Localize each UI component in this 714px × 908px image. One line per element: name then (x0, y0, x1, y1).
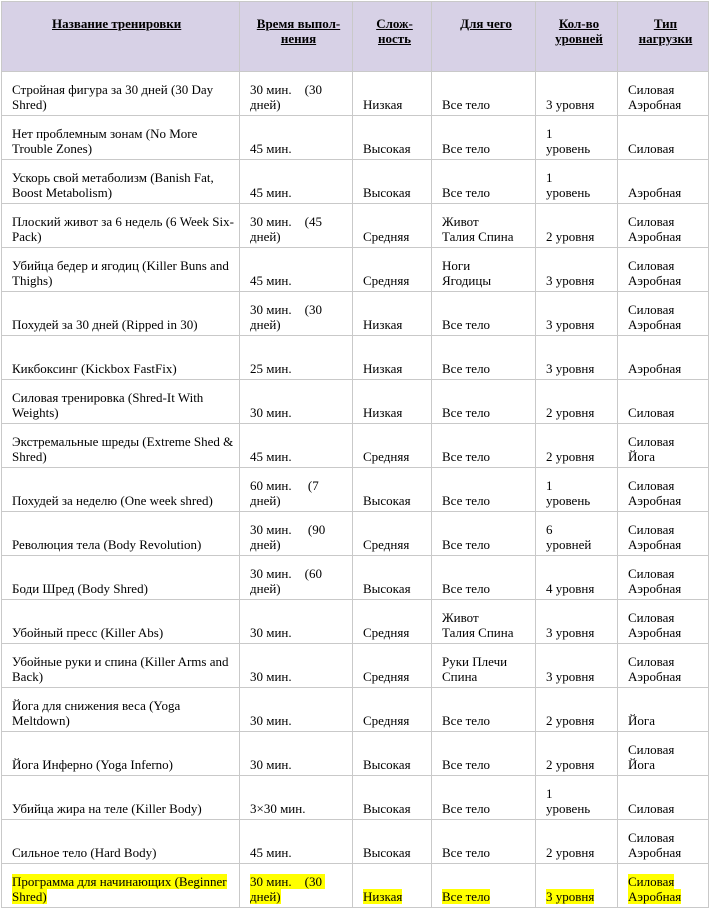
cell-type (618, 864, 709, 908)
cell-levels (536, 248, 618, 292)
header-levels: Кол-во уровней (536, 2, 618, 72)
cell-text: 3 уровня (546, 317, 595, 332)
cell-text: Средняя (363, 713, 410, 728)
cell-text: Живот Талия Спина (442, 610, 514, 640)
cell-name (2, 600, 240, 644)
cell-text: Плоский живот за 6 недель (6 Week Six-Pack) (12, 214, 234, 244)
cell-type (618, 424, 709, 468)
cell-target (432, 732, 536, 776)
cell-text: 30 мин. (60 дней) (250, 566, 326, 596)
cell-text: Высокая (363, 845, 411, 860)
cell-text: Стройная фигура за 30 дней (30 Day Shred) (12, 82, 214, 112)
cell-text: Силовая Аэробная (628, 478, 682, 508)
cell-name (2, 864, 240, 908)
cell-levels (536, 468, 618, 512)
cell-target (432, 556, 536, 600)
cell-text: Все тело (442, 493, 491, 508)
cell-difficulty (353, 644, 432, 688)
table-row (2, 732, 709, 776)
cell-text: 25 мин. (250, 361, 292, 376)
table-row (2, 204, 709, 248)
cell-difficulty (353, 292, 432, 336)
cell-text: 45 мин. (250, 449, 292, 464)
cell-levels (536, 424, 618, 468)
cell-time (240, 820, 353, 864)
cell-text: Ноги Ягодицы (442, 258, 492, 288)
cell-text: Экстремальные шреды (Extreme Shed & Shred) (12, 434, 234, 464)
cell-text: 1 уровень (546, 786, 591, 816)
cell-text: Похудей за 30 дней (Ripped in 30) (12, 317, 198, 332)
cell-text: Убойные руки и спина (Killer Arms and Back) (12, 654, 229, 684)
header-target: Для чего (432, 2, 536, 72)
cell-time (240, 160, 353, 204)
table-row (2, 292, 709, 336)
cell-levels (536, 864, 618, 908)
cell-target (432, 160, 536, 204)
table-row (2, 512, 709, 556)
cell-type (618, 72, 709, 116)
cell-difficulty (353, 160, 432, 204)
cell-text: Убойный пресс (Killer Abs) (12, 625, 164, 640)
cell-difficulty (353, 424, 432, 468)
cell-levels (536, 160, 618, 204)
cell-difficulty (353, 512, 432, 556)
cell-text: 30 мин. (250, 405, 292, 420)
cell-text: 3 уровня (546, 273, 595, 288)
cell-target (432, 820, 536, 864)
cell-text: Низкая (363, 889, 403, 904)
cell-text: Революция тела (Body Revolution) (12, 537, 202, 552)
cell-target (432, 644, 536, 688)
cell-text: 2 уровня (546, 229, 595, 244)
cell-text: Все тело (442, 757, 491, 772)
cell-text: Низкая (363, 317, 403, 332)
cell-text: 2 уровня (546, 405, 595, 420)
cell-text: 45 мин. (250, 845, 292, 860)
cell-text: Низкая (363, 97, 403, 112)
table-row (2, 776, 709, 820)
cell-levels (536, 380, 618, 424)
cell-name (2, 776, 240, 820)
cell-difficulty (353, 600, 432, 644)
cell-text: Убийца жира на теле (Killer Body) (12, 801, 202, 816)
cell-difficulty (353, 776, 432, 820)
cell-time (240, 204, 353, 248)
cell-time (240, 380, 353, 424)
cell-difficulty (353, 820, 432, 864)
table-row (2, 248, 709, 292)
header-time: Время выпол- нения (240, 2, 353, 72)
cell-difficulty (353, 116, 432, 160)
cell-text: Силовая Аэробная (628, 522, 682, 552)
cell-text: 4 уровня (546, 581, 595, 596)
table-row (2, 380, 709, 424)
cell-text: Все тело (442, 581, 491, 596)
cell-time (240, 512, 353, 556)
cell-text: Низкая (363, 405, 403, 420)
cell-type (618, 556, 709, 600)
cell-text: Кикбоксинг (Kickbox FastFix) (12, 361, 177, 376)
cell-target (432, 248, 536, 292)
cell-target (432, 380, 536, 424)
cell-text: 2 уровня (546, 845, 595, 860)
cell-levels (536, 512, 618, 556)
cell-time (240, 248, 353, 292)
cell-text: Все тело (442, 889, 491, 904)
cell-text: 30 мин. (45 дней) (250, 214, 326, 244)
cell-text: Силовая Аэробная (628, 214, 682, 244)
header-type: Тип нагрузки (618, 2, 709, 72)
cell-name (2, 292, 240, 336)
cell-text: 6 уровней (546, 522, 592, 552)
table-row (2, 600, 709, 644)
cell-text: 1 уровень (546, 478, 591, 508)
cell-text: Сильное тело (Hard Body) (12, 845, 157, 860)
cell-text: 1 уровень (546, 170, 591, 200)
header-row (2, 2, 709, 72)
cell-text: 30 мин. (250, 713, 292, 728)
cell-name (2, 336, 240, 380)
cell-type (618, 160, 709, 204)
cell-text: Программа для начинающих (Beginner Shred) (12, 874, 227, 904)
cell-text: Силовая Аэробная (628, 874, 682, 904)
cell-target (432, 424, 536, 468)
cell-levels (536, 72, 618, 116)
cell-text: Низкая (363, 361, 403, 376)
cell-type (618, 380, 709, 424)
cell-text: 30 мин. (30 дней) (250, 302, 326, 332)
cell-levels (536, 292, 618, 336)
table-row (2, 644, 709, 688)
cell-text: Йога Инферно (Yoga Inferno) (12, 757, 174, 772)
cell-time (240, 732, 353, 776)
cell-text: Ускорь свой метаболизм (Banish Fat, Boost Metabolism) (12, 170, 214, 200)
header-difficulty: Слож-ность (353, 2, 432, 72)
table-row (2, 72, 709, 116)
cell-time (240, 688, 353, 732)
cell-text: Нет проблемным зонам (No More Trouble Zones) (12, 126, 198, 156)
cell-text: Все тело (442, 449, 491, 464)
cell-type (618, 204, 709, 248)
cell-difficulty (353, 732, 432, 776)
cell-difficulty (353, 688, 432, 732)
cell-text: 3×30 мин. (250, 801, 306, 816)
cell-difficulty (353, 204, 432, 248)
cell-text: 30 мин. (30 дней) (250, 82, 326, 112)
cell-time (240, 864, 353, 908)
cell-difficulty (353, 556, 432, 600)
cell-text: Силовая Аэробная (628, 258, 682, 288)
cell-name (2, 644, 240, 688)
cell-text: Аэробная (628, 361, 682, 376)
cell-type (618, 248, 709, 292)
cell-type (618, 468, 709, 512)
cell-text: 30 мин. (250, 625, 292, 640)
cell-time (240, 600, 353, 644)
cell-text: Боди Шред (Body Shred) (12, 581, 148, 596)
cell-text: 60 мин. (7 дней) (250, 478, 322, 508)
cell-text: Средняя (363, 625, 410, 640)
cell-difficulty (353, 72, 432, 116)
cell-type (618, 732, 709, 776)
cell-text: Все тело (442, 141, 491, 156)
cell-levels (536, 116, 618, 160)
table-row (2, 160, 709, 204)
cell-text: 1 уровень (546, 126, 591, 156)
cell-text: Все тело (442, 97, 491, 112)
cell-levels (536, 204, 618, 248)
workout-table (1, 1, 709, 908)
cell-name (2, 512, 240, 556)
table-row (2, 688, 709, 732)
cell-text: 30 мин. (250, 757, 292, 772)
cell-text: 2 уровня (546, 757, 595, 772)
cell-text: Средняя (363, 273, 410, 288)
cell-text: Убийца бедер и ягодиц (Killer Buns and Thighs) (12, 258, 229, 288)
cell-text: 3 уровня (546, 361, 595, 376)
cell-time (240, 336, 353, 380)
cell-text: 30 мин. (30 дней) (250, 874, 326, 904)
cell-text: Силовая тренировка (Shred-It With Weights) (12, 390, 204, 420)
cell-target (432, 776, 536, 820)
cell-difficulty (353, 468, 432, 512)
cell-text: Живот Талия Спина (442, 214, 514, 244)
cell-levels (536, 556, 618, 600)
cell-text: Йога (628, 713, 655, 728)
cell-text: Силовая Аэробная (628, 830, 682, 860)
cell-text: Все тело (442, 361, 491, 376)
table-row (2, 820, 709, 864)
cell-levels (536, 776, 618, 820)
cell-text: Все тело (442, 405, 491, 420)
cell-name (2, 732, 240, 776)
cell-text: Высокая (363, 757, 411, 772)
cell-name (2, 380, 240, 424)
cell-time (240, 776, 353, 820)
cell-type (618, 776, 709, 820)
cell-text: Высокая (363, 185, 411, 200)
cell-name (2, 204, 240, 248)
cell-text: 45 мин. (250, 273, 292, 288)
cell-text: Руки Плечи Спина (442, 654, 508, 684)
cell-time (240, 468, 353, 512)
cell-type (618, 600, 709, 644)
cell-text: 3 уровня (546, 97, 595, 112)
table-row (2, 336, 709, 380)
cell-text: 30 мин. (250, 669, 292, 684)
cell-text: Средняя (363, 449, 410, 464)
cell-levels (536, 820, 618, 864)
cell-levels (536, 732, 618, 776)
cell-text: Высокая (363, 141, 411, 156)
cell-text: 45 мин. (250, 141, 292, 156)
cell-difficulty (353, 864, 432, 908)
cell-text: Средняя (363, 669, 410, 684)
cell-text: Силовая Аэробная (628, 566, 682, 596)
cell-type (618, 336, 709, 380)
cell-text: Силовая Йога (628, 742, 675, 772)
cell-text: Все тело (442, 801, 491, 816)
cell-text: Силовая Йога (628, 434, 675, 464)
cell-type (618, 292, 709, 336)
cell-text: Все тело (442, 317, 491, 332)
cell-time (240, 556, 353, 600)
table-row (2, 424, 709, 468)
cell-text: Силовая Аэробная (628, 654, 682, 684)
cell-target (432, 336, 536, 380)
table-row (2, 116, 709, 160)
cell-target (432, 688, 536, 732)
cell-name (2, 72, 240, 116)
cell-target (432, 468, 536, 512)
cell-time (240, 644, 353, 688)
cell-name (2, 820, 240, 864)
cell-text: 30 мин. (90 дней) (250, 522, 329, 552)
cell-target (432, 600, 536, 644)
cell-type (618, 116, 709, 160)
cell-text: Высокая (363, 581, 411, 596)
cell-text: Силовая (628, 405, 675, 420)
cell-text: 45 мин. (250, 185, 292, 200)
cell-type (618, 644, 709, 688)
cell-name (2, 688, 240, 732)
cell-text: Похудей за неделю (One week shred) (12, 493, 213, 508)
cell-levels (536, 600, 618, 644)
cell-text: Силовая (628, 801, 675, 816)
cell-name (2, 556, 240, 600)
cell-text: Все тело (442, 185, 491, 200)
cell-name (2, 424, 240, 468)
cell-text: 3 уровня (546, 889, 595, 904)
cell-name (2, 248, 240, 292)
table-row (2, 864, 709, 908)
cell-text: Силовая Аэробная (628, 610, 682, 640)
header-name: Название тренировки (2, 2, 240, 72)
cell-name (2, 116, 240, 160)
cell-target (432, 864, 536, 908)
table-row (2, 468, 709, 512)
cell-name (2, 468, 240, 512)
cell-text: Средняя (363, 537, 410, 552)
cell-time (240, 292, 353, 336)
cell-text: 3 уровня (546, 625, 595, 640)
cell-text: Все тело (442, 845, 491, 860)
cell-difficulty (353, 336, 432, 380)
cell-target (432, 204, 536, 248)
cell-text: Силовая Аэробная (628, 82, 682, 112)
table-row (2, 556, 709, 600)
cell-target (432, 116, 536, 160)
cell-type (618, 688, 709, 732)
cell-levels (536, 688, 618, 732)
cell-time (240, 72, 353, 116)
cell-time (240, 116, 353, 160)
cell-text: Силовая (628, 141, 675, 156)
cell-text: Высокая (363, 801, 411, 816)
cell-target (432, 72, 536, 116)
cell-levels (536, 336, 618, 380)
cell-text: 2 уровня (546, 449, 595, 464)
cell-text: Силовая Аэробная (628, 302, 682, 332)
cell-time (240, 424, 353, 468)
cell-target (432, 292, 536, 336)
cell-name (2, 160, 240, 204)
cell-type (618, 820, 709, 864)
cell-text: Средняя (363, 229, 410, 244)
cell-text: 2 уровня (546, 713, 595, 728)
cell-text: Высокая (363, 493, 411, 508)
cell-text: Аэробная (628, 185, 682, 200)
cell-text: Йога для снижения веса (Yoga Meltdown) (12, 698, 181, 728)
cell-text: Все тело (442, 537, 491, 552)
cell-text: 3 уровня (546, 669, 595, 684)
cell-type (618, 512, 709, 556)
cell-difficulty (353, 248, 432, 292)
cell-text: Все тело (442, 713, 491, 728)
cell-target (432, 512, 536, 556)
cell-levels (536, 644, 618, 688)
cell-difficulty (353, 380, 432, 424)
